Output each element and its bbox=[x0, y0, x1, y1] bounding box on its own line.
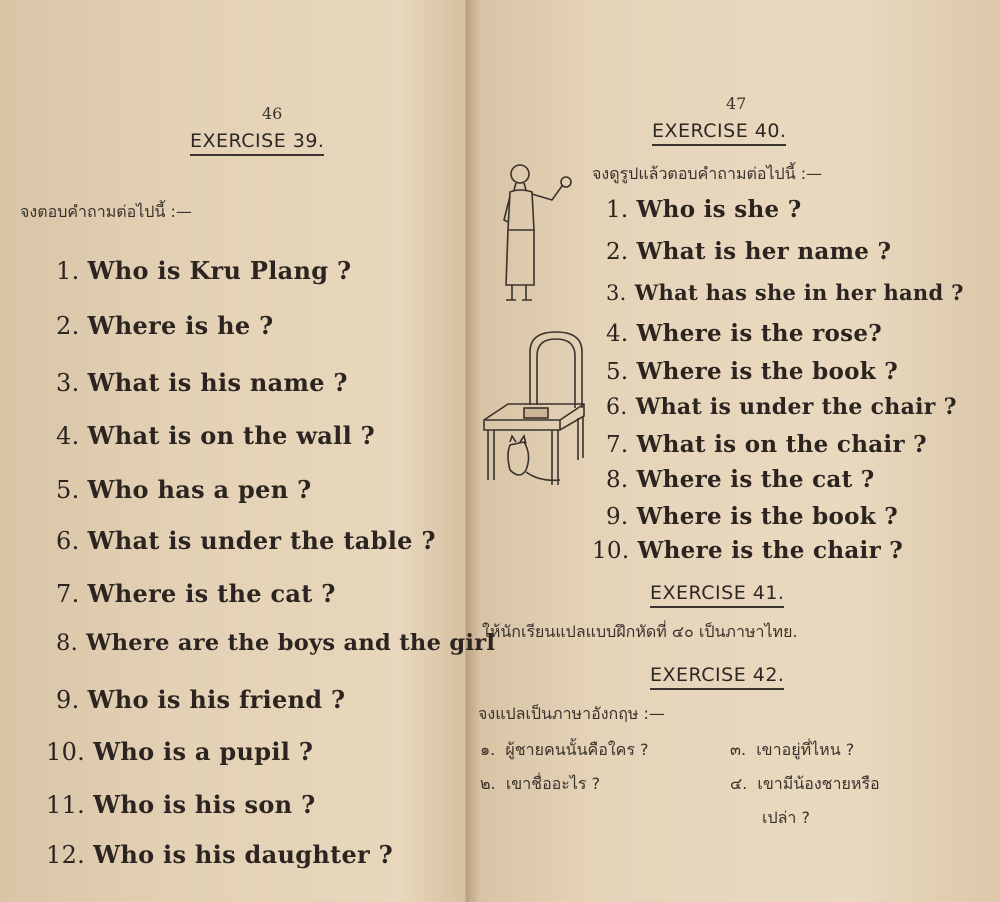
exercise-39-instruction: จงตอบคำถามต่อไปนี้ :— bbox=[20, 202, 192, 221]
question-number: 7. bbox=[606, 432, 629, 458]
exercise-42-instruction: จงแปลเป็นภาษาอังกฤษ :— bbox=[478, 704, 665, 723]
question-item bbox=[56, 256, 351, 285]
question-item bbox=[56, 630, 495, 656]
item-text: ผู้ชายคนนั้นคือใคร ? bbox=[505, 740, 649, 759]
question-text: Where is the book ? bbox=[636, 503, 899, 530]
item-text: เขาชื่ออะไร ? bbox=[505, 774, 601, 793]
question-text: Where are the boys and the girl bbox=[86, 630, 496, 656]
question-item bbox=[606, 431, 927, 458]
question-item bbox=[56, 685, 345, 714]
item-text: เขาอยู่ที่ไหน ? bbox=[756, 740, 855, 759]
question-item bbox=[606, 280, 964, 305]
question-item bbox=[592, 537, 903, 564]
question-number: 6. bbox=[606, 395, 628, 420]
question-item bbox=[56, 579, 336, 608]
question-item bbox=[46, 840, 393, 869]
question-number: 1. bbox=[56, 257, 80, 285]
question-number: 3. bbox=[606, 281, 627, 305]
woman-holding-rose-illustration bbox=[490, 160, 580, 310]
question-text: What is under the chair ? bbox=[635, 394, 957, 420]
question-item bbox=[46, 737, 313, 766]
question-text: What is on the chair ? bbox=[636, 431, 927, 458]
translate-item bbox=[480, 772, 600, 797]
question-text: Where is the rose? bbox=[636, 320, 883, 347]
item-text: เขามีน้องชายหรือ bbox=[757, 774, 880, 793]
translate-item bbox=[730, 738, 854, 763]
question-item bbox=[56, 421, 375, 450]
question-text: What is her name ? bbox=[636, 238, 892, 265]
exercise-42-title: EXERCISE 42. bbox=[650, 664, 784, 690]
question-number: 5. bbox=[606, 359, 629, 385]
question-number: 12. bbox=[46, 841, 86, 869]
question-text: Where is the cat ? bbox=[87, 579, 336, 608]
question-text: Where is he ? bbox=[87, 311, 274, 340]
question-item bbox=[46, 790, 315, 819]
question-text: What is his name ? bbox=[87, 368, 348, 397]
chair-with-book-and-cat-illustration bbox=[480, 330, 592, 495]
question-item bbox=[606, 196, 802, 223]
question-number: 9. bbox=[606, 504, 629, 530]
item-number: ๔. bbox=[730, 774, 748, 793]
question-text: What is on the wall ? bbox=[87, 421, 376, 450]
right-page bbox=[462, 0, 1000, 902]
question-number: 4. bbox=[606, 321, 629, 347]
translate-item bbox=[730, 772, 880, 797]
question-text: Where is the cat ? bbox=[636, 466, 875, 493]
exercise-40-instruction: จงดูรูปแล้วตอบคำถามต่อไปนี้ :— bbox=[592, 164, 823, 183]
exercise-41-instruction: ให้นักเรียนแปลแบบฝึกหัดที่ ๔๐ เป็นภาษาไทย. bbox=[482, 622, 798, 641]
question-text: Who is a pupil ? bbox=[93, 737, 314, 766]
question-item bbox=[606, 358, 898, 385]
question-number: 2. bbox=[56, 312, 80, 340]
question-text: Where is the chair ? bbox=[637, 537, 904, 564]
question-number: 5. bbox=[56, 476, 80, 504]
question-item bbox=[606, 466, 875, 493]
question-number: 8. bbox=[606, 467, 629, 493]
exercise-39-title: EXERCISE 39. bbox=[190, 130, 324, 156]
question-item bbox=[56, 526, 436, 555]
translate-item bbox=[480, 738, 649, 763]
question-item bbox=[606, 394, 957, 420]
question-text: What is under the table ? bbox=[87, 526, 436, 555]
question-number: 1. bbox=[606, 197, 629, 223]
exercise-41-title: EXERCISE 41. bbox=[650, 582, 784, 608]
question-text: Who is his friend ? bbox=[87, 685, 346, 714]
item-number: ๓. bbox=[730, 740, 747, 759]
question-number: 9. bbox=[56, 686, 80, 714]
question-number: 10. bbox=[592, 538, 630, 564]
question-number: 10. bbox=[46, 738, 86, 766]
question-text: Where is the book ? bbox=[636, 358, 899, 385]
question-item bbox=[56, 475, 311, 504]
question-number: 8. bbox=[56, 630, 79, 656]
item-text: เปล่า ? bbox=[762, 808, 810, 827]
question-item bbox=[56, 311, 273, 340]
question-text: Who is his daughter ? bbox=[93, 840, 393, 869]
question-item bbox=[606, 238, 891, 265]
question-text: Who is Kru Plang ? bbox=[87, 256, 352, 285]
question-number: 2. bbox=[606, 239, 629, 265]
question-item bbox=[606, 503, 898, 530]
question-item bbox=[56, 368, 348, 397]
question-text: Who is she ? bbox=[636, 196, 802, 223]
question-number: 11. bbox=[46, 791, 86, 819]
question-item bbox=[606, 320, 882, 347]
page-number: 47 bbox=[726, 94, 747, 113]
question-number: 4. bbox=[56, 422, 80, 450]
item-number: ๒. bbox=[480, 774, 496, 793]
page-number: 46 bbox=[262, 104, 283, 123]
translate-item bbox=[762, 806, 810, 831]
question-text: Who has a pen ? bbox=[87, 475, 312, 504]
left-page bbox=[0, 0, 496, 902]
item-number: ๑. bbox=[480, 740, 496, 759]
question-text: What has she in her hand ? bbox=[634, 280, 964, 305]
question-number: 6. bbox=[56, 527, 80, 555]
question-number: 3. bbox=[56, 369, 80, 397]
question-number: 7. bbox=[56, 580, 80, 608]
exercise-40-title: EXERCISE 40. bbox=[652, 120, 786, 146]
question-text: Who is his son ? bbox=[93, 790, 316, 819]
